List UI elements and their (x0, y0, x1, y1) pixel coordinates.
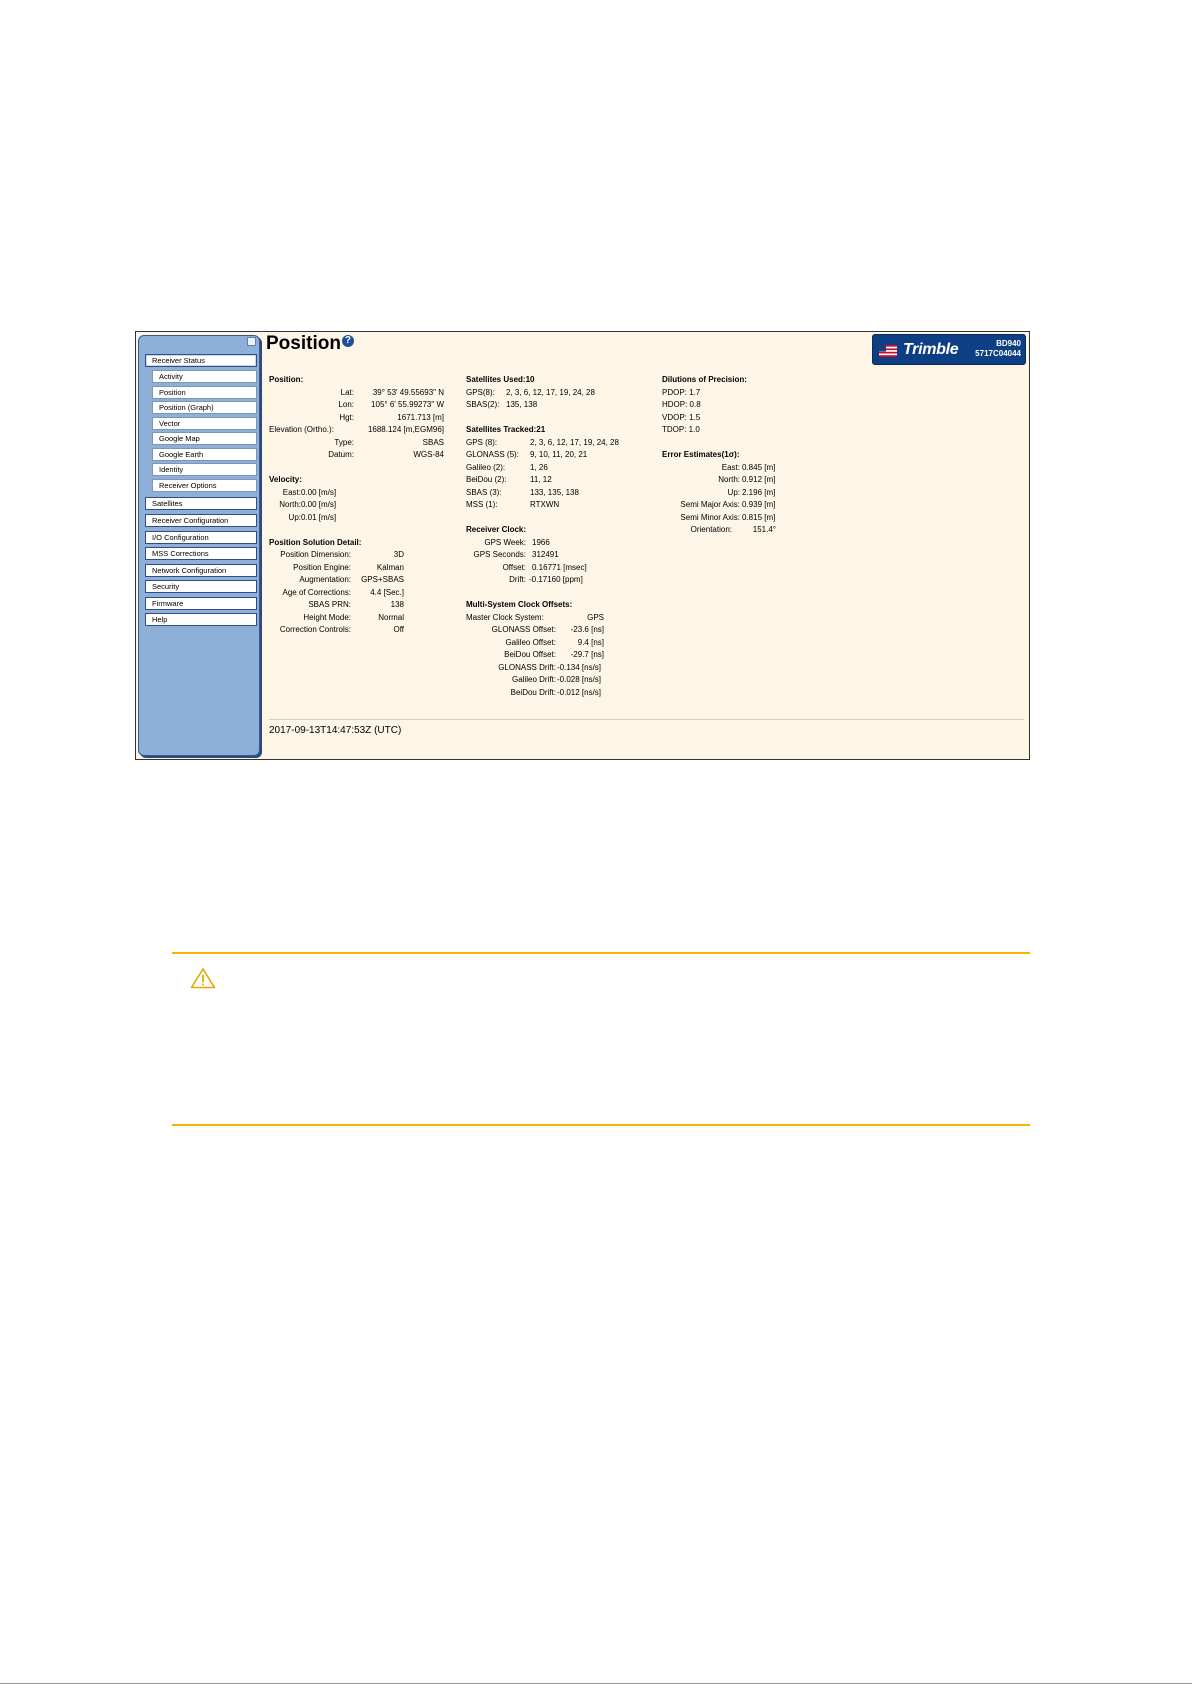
warning-icon (190, 967, 216, 989)
clock-label: GPS Seconds: (473, 550, 526, 559)
sats-tracked-row (466, 499, 656, 512)
sats-used-row (466, 387, 656, 400)
datum-row (269, 449, 449, 462)
page-title (266, 332, 354, 356)
solution-row (269, 562, 449, 575)
solution-row (269, 574, 449, 587)
mscs-heading: Multi-System Clock Offsets: (466, 600, 573, 609)
nav-receiver-configuration[interactable]: Receiver Configuration (145, 514, 257, 527)
sats-tracked-label: GLONASS (5): (466, 450, 519, 459)
vel-up-value: 0.01 [m/s] (301, 512, 337, 522)
vel-east-label: East: (282, 487, 301, 497)
clock-heading: Receiver Clock: (466, 525, 527, 534)
hgt-label: Hgt: (339, 412, 354, 422)
clock-value: -0.17160 [ppm] (529, 575, 583, 584)
solution-value: Normal (378, 612, 404, 622)
error-value: 0.815 [m] (742, 512, 776, 522)
dop-row: HDOP: 0.8 (662, 400, 701, 409)
position-column (269, 374, 449, 637)
mscs-value: -0.012 [ns/s] (557, 687, 602, 697)
nav-firmware[interactable]: Firmware (145, 597, 257, 610)
vel-north-value: 0.00 [m/s] (301, 500, 337, 509)
nav-io-configuration[interactable]: I/O Configuration (145, 531, 257, 544)
mscs-value: GPS (587, 612, 604, 622)
error-label: Orientation: (690, 525, 732, 534)
mscs-value: -0.028 [ns/s] (557, 675, 602, 684)
mscs-label: Galileo Drift: (511, 675, 556, 684)
nav-identity[interactable]: Identity (152, 463, 257, 476)
error-value: 151.4° (752, 525, 776, 534)
sats-used-value: 135, 138 (506, 400, 538, 409)
clock-value: 312491 (532, 550, 559, 559)
us-flag-icon (879, 345, 897, 357)
sats-tracked-label: BeiDou (2): (466, 475, 507, 484)
page-bottom-rule (0, 1683, 1192, 1684)
elevation-value: 1688.124 [m,EGM96] (367, 425, 444, 434)
mscs-label: GLONASS Offset: (491, 625, 556, 634)
nav-security[interactable]: Security (145, 580, 257, 593)
clock-value: 1966 (532, 537, 550, 547)
lon-label: Lon: (338, 400, 354, 409)
sats-tracked-row (466, 437, 656, 450)
sats-tracked-value: 11, 12 (530, 475, 552, 484)
dop-row: PDOP: 1.7 (662, 387, 701, 397)
nav-position-graph[interactable]: Position (Graph) (152, 401, 257, 414)
solution-label: Height Mode: (303, 612, 351, 622)
nav-position[interactable]: Position (152, 386, 257, 399)
lock-icon[interactable] (247, 337, 256, 346)
nav-vector[interactable]: Vector (152, 417, 257, 430)
error-value: 0.912 [m] (742, 475, 776, 484)
sats-tracked-value: 9, 10, 11, 20, 21 (530, 450, 588, 459)
serial-number: 5717C04044 (975, 349, 1021, 358)
nav-google-earth[interactable]: Google Earth (152, 448, 257, 461)
clock-label: Drift: (509, 575, 526, 584)
vel-up-row (269, 512, 449, 525)
mscs-row (466, 649, 656, 662)
error-label: North: (718, 475, 740, 484)
clock-row (466, 537, 656, 550)
satellites-column (466, 374, 656, 699)
error-label: East: (721, 462, 740, 472)
error-row (662, 487, 832, 500)
solution-value: Off (393, 625, 404, 634)
solution-label: Correction Controls: (279, 625, 351, 634)
solution-value: 4.4 [Sec.] (370, 587, 404, 597)
model-name: BD940 (996, 339, 1021, 348)
help-icon[interactable]: ? (342, 335, 354, 347)
lon-row (269, 399, 449, 412)
dop-heading: Dilutions of Precision: (662, 375, 747, 384)
sats-tracked-row (466, 474, 656, 487)
solution-row (269, 612, 449, 625)
error-label: Up: (727, 487, 740, 497)
mscs-row (466, 624, 656, 637)
page-title-text: Position (266, 333, 341, 354)
sats-tracked-label: MSS (1): (466, 500, 498, 509)
sats-tracked-row (466, 449, 656, 462)
vel-north-label: North: (279, 500, 301, 509)
sats-used-label: SBAS(2): (466, 400, 500, 409)
error-value: 2.196 [m] (742, 487, 776, 497)
solution-value: GPS+SBAS (361, 575, 404, 584)
solution-row (269, 624, 449, 637)
hgt-row (269, 412, 449, 425)
mscs-row (466, 612, 656, 625)
mscs-row (466, 637, 656, 650)
sats-tracked-value: 1, 26 (530, 462, 548, 472)
model-info (975, 339, 1021, 359)
lat-label: Lat: (340, 387, 354, 397)
nav-mss-corrections[interactable]: MSS Corrections (145, 547, 257, 560)
datum-value: WGS-84 (413, 450, 444, 459)
error-row (662, 524, 832, 537)
dop-row: TDOP: 1.0 (662, 425, 700, 434)
solution-label: Augmentation: (299, 575, 351, 584)
elevation-row (269, 424, 449, 437)
clock-label: Offset: (502, 562, 526, 572)
mscs-label: BeiDou Drift: (510, 687, 556, 697)
mscs-row (466, 674, 656, 687)
solution-label: Position Engine: (293, 562, 351, 572)
nav-satellites[interactable]: Satellites (145, 497, 257, 510)
sats-tracked-label: SBAS (3): (466, 487, 502, 497)
sats-tracked-heading: Satellites Tracked:21 (466, 425, 546, 434)
trimble-logo: Trimble (903, 341, 959, 358)
nav-google-map[interactable]: Google Map (152, 432, 257, 445)
clock-row (466, 562, 656, 575)
sats-used-label: GPS(8): (466, 387, 495, 397)
vel-east-row (269, 487, 449, 500)
clock-value: 0.16771 [msec] (532, 562, 587, 572)
solution-label: Age of Corrections: (282, 587, 351, 597)
warning-box (172, 952, 1030, 1126)
lat-value: 39° 53' 49.55693" N (372, 387, 444, 397)
solution-row (269, 587, 449, 600)
solution-value: 138 (390, 600, 404, 609)
vel-north-row (269, 499, 449, 512)
position-heading: Position: (269, 375, 304, 384)
nav-receiver-options[interactable]: Receiver Options (152, 479, 257, 492)
sats-tracked-row (466, 462, 656, 475)
status-divider (269, 719, 1024, 720)
sats-tracked-row (466, 487, 656, 500)
error-row (662, 462, 832, 475)
dop-row: VDOP: 1.5 (662, 412, 701, 422)
type-row (269, 437, 449, 450)
mscs-value: -23.6 [ns] (570, 625, 604, 634)
type-value: SBAS (422, 437, 444, 447)
mscs-label: BeiDou Offset: (504, 650, 556, 659)
nav-receiver-status[interactable]: Receiver Status (145, 354, 257, 367)
error-label: Semi Minor Axis: (680, 512, 740, 522)
brand-badge (872, 334, 1026, 365)
clock-label: GPS Week: (484, 537, 526, 547)
error-label: Semi Major Axis: (680, 500, 740, 509)
mscs-row (466, 662, 656, 675)
web-ui-screenshot (135, 331, 1030, 760)
solution-value: 3D (393, 550, 404, 559)
solution-heading: Position Solution Detail: (269, 537, 362, 547)
sats-tracked-label: Galileo (2): (466, 462, 506, 472)
precision-column (662, 374, 832, 537)
solution-label: SBAS PRN: (308, 600, 351, 609)
sats-tracked-label: GPS (8): (466, 437, 498, 447)
sats-tracked-value: RTXWN (530, 500, 560, 509)
mscs-value: -0.134 [ns/s] (557, 662, 602, 672)
nav-network-configuration[interactable]: Network Configuration (145, 564, 257, 577)
vel-up-label: Up: (288, 512, 301, 522)
nav-activity[interactable]: Activity (152, 370, 257, 383)
solution-row (269, 549, 449, 562)
mscs-label: Galileo Offset: (505, 637, 556, 647)
sats-tracked-value: 2, 3, 6, 12, 17, 19, 24, 28 (530, 437, 619, 447)
error-value: 0.845 [m] (742, 462, 776, 472)
elevation-label: Elevation (Ortho.): (269, 425, 334, 434)
solution-label: Position Dimension: (280, 550, 351, 559)
lat-row (269, 387, 449, 400)
sats-used-value: 2, 3, 6, 12, 17, 19, 24, 28 (506, 387, 595, 397)
mscs-label: GLONASS Drift: (498, 662, 556, 672)
sidebar (138, 335, 260, 756)
clock-row (466, 574, 656, 587)
error-row (662, 512, 832, 525)
mscs-value: -29.7 [ns] (570, 650, 604, 659)
nav-help[interactable]: Help (145, 613, 257, 626)
sats-used-heading: Satellites Used:10 (466, 375, 535, 384)
error-row (662, 474, 832, 487)
velocity-heading: Velocity: (269, 475, 302, 484)
vel-east-value: 0.00 [m/s] (301, 487, 337, 497)
clock-row (466, 549, 656, 562)
error-value: 0.939 [m] (742, 500, 776, 509)
hgt-value: 1671.713 [m] (397, 412, 444, 422)
error-row (662, 499, 832, 512)
datum-label: Datum: (328, 450, 354, 459)
status-timestamp: 2017-09-13T14:47:53Z (UTC) (269, 725, 402, 736)
sats-used-row (466, 399, 656, 412)
solution-value: Kalman (376, 562, 404, 572)
mscs-label: Master Clock System: (466, 612, 544, 622)
sats-tracked-value: 133, 135, 138 (530, 487, 579, 497)
mscs-row (466, 687, 656, 700)
type-label: Type: (334, 437, 354, 447)
lon-value: 105° 6' 55.99273" W (371, 400, 444, 409)
mscs-value: 9.4 [ns] (577, 637, 604, 647)
errors-heading: Error Estimates(1σ): (662, 450, 740, 459)
solution-row (269, 599, 449, 612)
